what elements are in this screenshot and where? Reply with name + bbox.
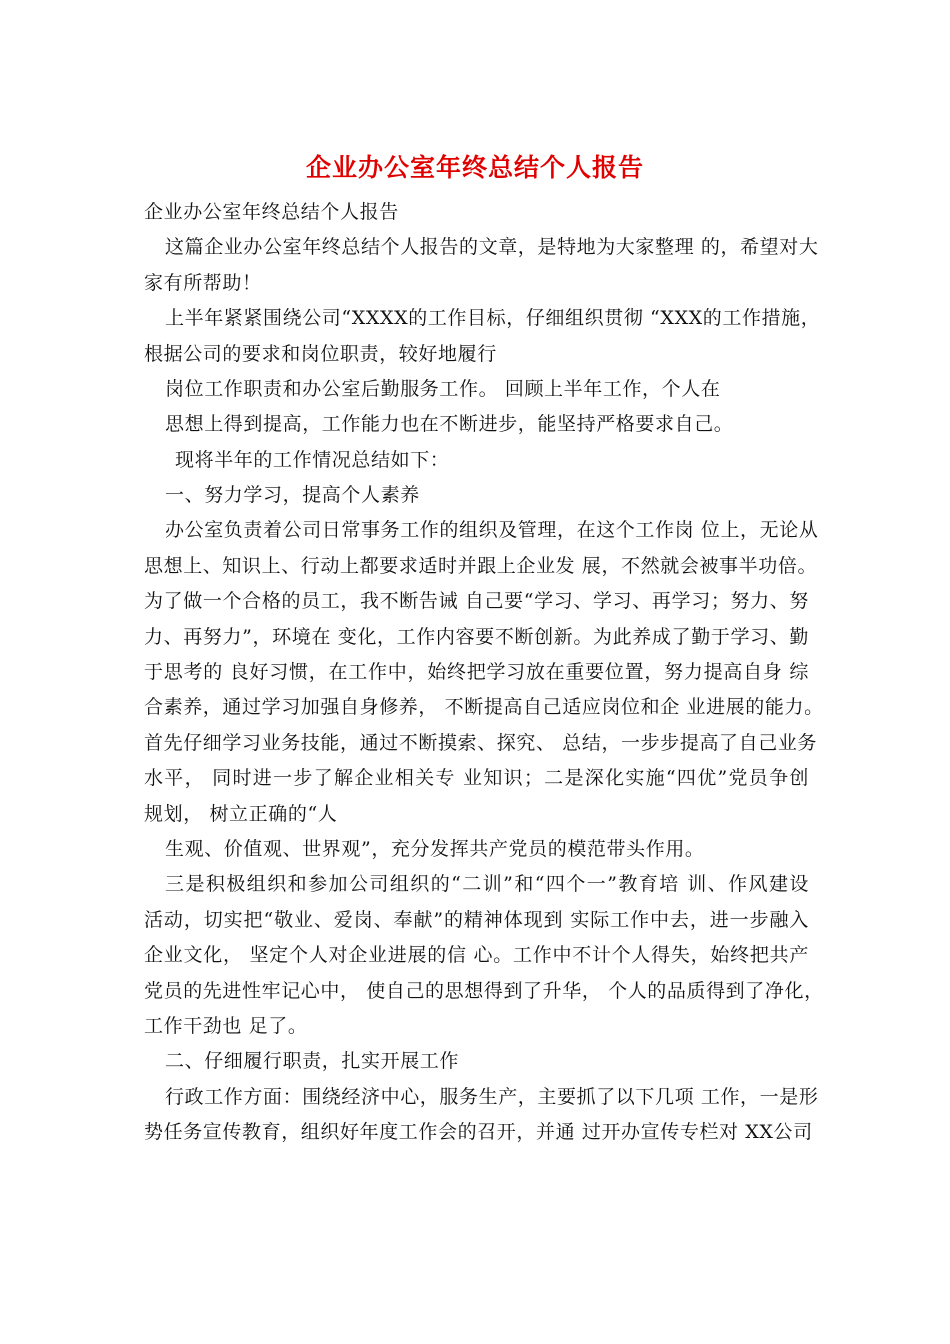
text-line: 家有所帮助！ [144, 272, 262, 294]
text-line: 这篇企业办公室年终总结个人报告的文章，是特地为大家整理 的，希望对大 [165, 236, 819, 258]
text-line: 工作干劲也 足了。 [144, 1015, 308, 1037]
text-line: 上半年紧紧围绕公司“XXXX的工作目标，仔细组织贯彻 “XXX的工作措施， [165, 307, 821, 329]
subtitle-line: 企业办公室年终总结个人报告 [144, 201, 399, 223]
text-line: 岗位工作职责和办公室后勤服务工作。 回顾上半年工作，个人在 [165, 378, 721, 400]
text-line: 活动，切实把“敬业、爱岗、奉献”的精神体现到 实际工作中去，进一步融入 [144, 909, 809, 931]
text-line: 为了做一个合格的员工，我不断告诫 自己要“学习、学习、再学习；努力、努 [144, 590, 809, 612]
section-heading: 一、努力学习，提高个人素养 [165, 484, 420, 506]
text-line: 于思考的 良好习惯，在工作中，始终把学习放在重要位置，努力提高自身 综 [144, 661, 809, 683]
text-line: 合素养，通过学习加强自身修养， 不断提高自己适应岗位和企 业进展的能力。 [144, 696, 824, 718]
text-line: 思想上、知识上、行动上都要求适时并跟上企业发 展，不然就会被事半功倍。 [144, 555, 818, 577]
section-heading: 二、仔细履行职责，扎实开展工作 [165, 1050, 460, 1072]
text-line: 现将半年的工作情况总结如下： [175, 449, 450, 471]
document-title: 企业办公室年终总结个人报告 [305, 153, 644, 182]
text-line: 三是积极组织和参加公司组织的“二训”和“四个一”教育培 训、作风建设 [165, 873, 809, 895]
text-line: 水平， 同时进一步了解企业相关专 业知识；二是深化实施“四优”党员争创 [144, 767, 809, 789]
text-line: 企业文化， 坚定个人对企业进展的信 心。工作中不计个人得失，始终把共产 [144, 944, 809, 966]
text-line: 力、再努力”，环境在 变化，工作内容要不断创新。为此养成了勤于学习、勤 [144, 626, 809, 648]
text-line: 根据公司的要求和岗位职责，较好地履行 [144, 343, 497, 365]
text-line: 行政工作方面：围绕经济中心，服务生产，主要抓了以下几项 工作，一是形 [165, 1086, 819, 1108]
text-line: 办公室负责着公司日常事务工作的组织及管理，在这个工作岗 位上，无论从 [165, 519, 819, 541]
text-line: 思想上得到提高，工作能力也在不断进步，能坚持严格要求自己。 [165, 413, 734, 435]
text-line: 生观、价值观、世界观”，充分发挥共产党员的模范带头作用。 [165, 838, 705, 860]
text-line: 势任务宣传教育，组织好年度工作会的召开，并通 过开办宣传专栏对 XX公司 [144, 1121, 813, 1143]
text-line: 首先仔细学习业务技能，通过不断摸索、探究、 总结，一步步提高了自己业务 [144, 732, 818, 754]
text-line: 规划， 树立正确的“人 [144, 803, 338, 825]
text-line: 党员的先进性牢记心中， 使自己的思想得到了升华， 个人的品质得到了净化， [144, 980, 824, 1002]
